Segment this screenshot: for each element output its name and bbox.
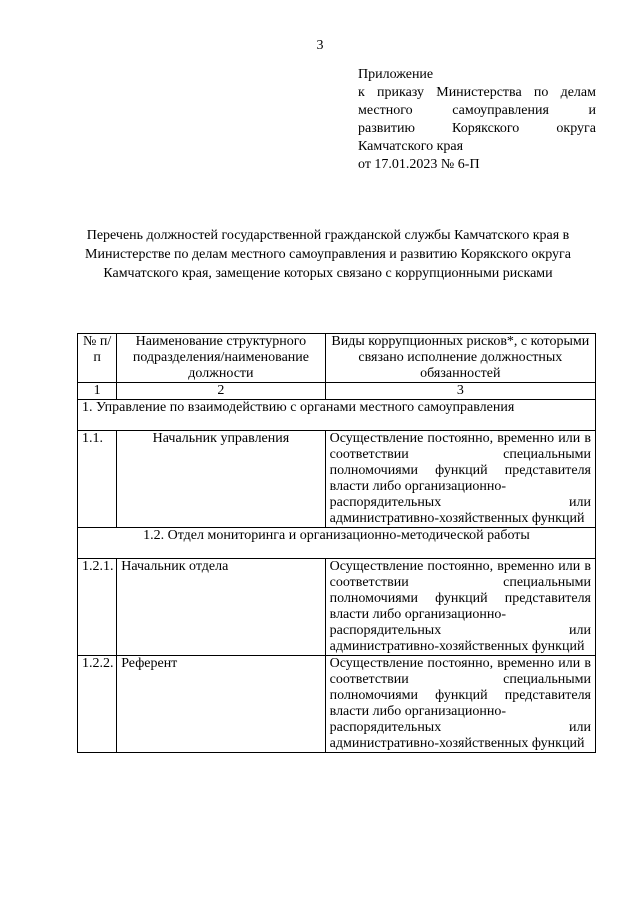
section-row: [78, 400, 596, 431]
risk-text: административно-хозяйственных функций: [329, 736, 585, 751]
risk-text: административно-хозяйственных функций: [329, 511, 585, 526]
page-number: 3: [316, 38, 324, 53]
table-row: [78, 559, 596, 656]
document-title: Перечень должностей государственной гражданской службы Камчатского края в Министерстве по делам местного самоуправления и развитию Корякского округа Камчатского края, замещение которых связано с коррупционными рисками: [85, 228, 571, 281]
header-cell: № п/п: [78, 334, 117, 383]
row-number: 1.2.1.: [78, 559, 117, 656]
table-row: [78, 431, 596, 528]
row-number: 1.2.2.: [78, 656, 117, 753]
position-name: Начальник отдела: [117, 559, 325, 656]
risk-text: [330, 720, 591, 736]
risk-word: или: [569, 623, 591, 638]
risk-cell: [325, 431, 595, 528]
section-title: 1. Управление по взаимодействию с органами местного самоуправления: [78, 400, 596, 431]
risk-text: Осуществление постоянно, временно или в соответствии специальными полномочиями функций представителя власти либо организационно-: [329, 431, 591, 494]
appendix-line: Камчатского края: [358, 139, 464, 154]
table-row: [78, 656, 596, 753]
positions-table: [77, 333, 596, 753]
risk-text: административно-хозяйственных функций: [329, 639, 585, 654]
appendix-line: развитию Корякского округа: [358, 121, 596, 136]
risk-text: [330, 623, 591, 639]
risk-cell: [325, 559, 595, 656]
risk-word: или: [569, 720, 591, 735]
column-number-row: [78, 383, 596, 400]
position-name: Начальник управления: [117, 431, 325, 528]
appendix-line: Приложение: [358, 67, 434, 82]
section-row: [78, 528, 596, 559]
appendix-line: местного самоуправления и: [358, 103, 596, 118]
risk-text: [330, 495, 591, 511]
appendix-block: [358, 66, 596, 174]
appendix-line: от 17.01.2023 № 6-П: [358, 157, 480, 172]
header-cell: Виды коррупционных рисков*, с которыми связано исполнение должностных обязанностей: [325, 334, 595, 383]
section-title: 1.2. Отдел мониторинга и организационно-методической работы: [78, 528, 596, 559]
risk-word: распорядительных: [329, 623, 442, 638]
position-name: Референт: [117, 656, 325, 753]
risk-word: распорядительных: [329, 495, 442, 510]
appendix-line: к приказу Министерства по делам: [358, 85, 596, 100]
header-cell: Наименование структурного подразделения/наименование должности: [117, 334, 325, 383]
column-number: 1: [78, 383, 117, 400]
column-number: 3: [325, 383, 595, 400]
risk-text: Осуществление постоянно, временно или в соответствии специальными полномочиями функций представителя власти либо организационно-: [329, 656, 591, 719]
row-number: 1.1.: [78, 431, 117, 528]
risk-word: распорядительных: [329, 720, 442, 735]
column-number: 2: [117, 383, 325, 400]
table-header-row: [78, 334, 596, 383]
risk-text: Осуществление постоянно, временно или в соответствии специальными полномочиями функций представителя власти либо организационно-: [329, 559, 591, 622]
risk-word: или: [569, 495, 591, 510]
risk-cell: [325, 656, 595, 753]
